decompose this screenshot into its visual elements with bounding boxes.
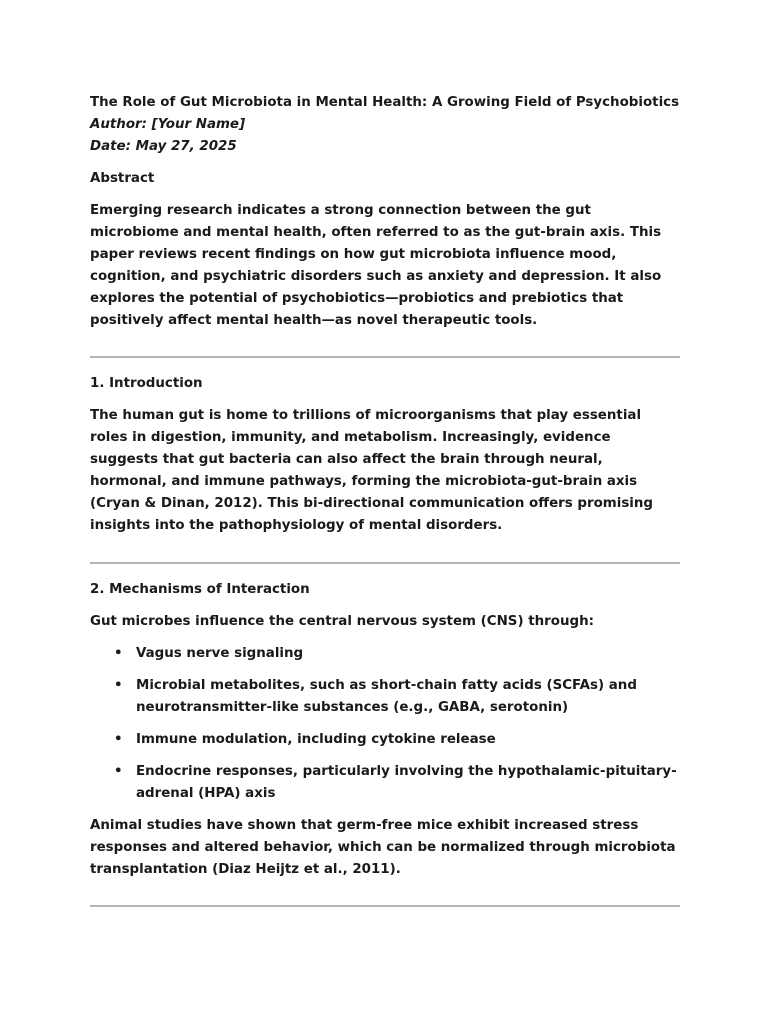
list-item-text: Microbial metabolites, such as short-chain fatty acids (SCFAs) and neurotransmitter-like substances (e.g., GABA, serotonin) <box>136 678 637 715</box>
abstract-text: Emerging research indicates a strong connection between the gut microbiome and mental health, often referred to as the gut-brain axis. This paper reviews recent findings on how gut microbiota influence mood, cognition, and psychiatric disorders such as anxiety and depression. It also explores the potential of psychobiotics—probiotics and prebiotics that positively affect mental health—as novel therapeutic tools. <box>90 203 662 328</box>
author-line: Author: [Your Name] <box>90 117 246 132</box>
document-page <box>90 92 680 907</box>
mechanisms-heading: 2. Mechanisms of Interaction <box>90 582 310 597</box>
date-line: Date: May 27, 2025 <box>90 139 237 154</box>
list-item-text: Vagus nerve signaling <box>136 646 304 661</box>
bullet-icon: • <box>114 764 123 779</box>
document-title: The Role of Gut Microbiota in Mental Health: A Growing Field of Psychobiotics <box>90 95 680 110</box>
list-item <box>90 761 680 805</box>
list-item <box>90 729 680 751</box>
list-item <box>90 643 680 665</box>
mechanisms-intro: Gut microbes influence the central nervous system (CNS) through: <box>90 614 594 629</box>
bullet-icon: • <box>114 732 123 747</box>
section-divider <box>90 356 680 358</box>
list-item-text: Immune modulation, including cytokine release <box>136 732 496 747</box>
bullet-icon: • <box>114 646 123 661</box>
abstract-heading: Abstract <box>90 171 155 186</box>
mechanisms-list <box>90 643 680 805</box>
mechanisms-closing-text: Animal studies have shown that germ-free mice exhibit increased stress responses and altered behavior, which can be normalized through microbiota transplantation (Diaz Heijtz et al., 2011). <box>90 818 676 877</box>
section-divider <box>90 905 680 907</box>
list-item <box>90 675 680 719</box>
introduction-text: The human gut is home to trillions of microorganisms that play essential roles in digestion, immunity, and metabolism. Increasingly, evidence suggests that gut bacteria can also affect the brain through neural, hormonal, and immune pathways, forming the microbiota-gut-brain axis (Cryan & Dinan, 2012). This bi-directional communication offers promising insights into the pathophysiology of mental disorders. <box>90 408 654 533</box>
list-item-text: Endocrine responses, particularly involving the hypothalamic-pituitary-adrenal (HPA) axis <box>136 764 677 801</box>
section-divider <box>90 562 680 564</box>
bullet-icon: • <box>114 678 123 693</box>
introduction-heading: 1. Introduction <box>90 376 203 391</box>
